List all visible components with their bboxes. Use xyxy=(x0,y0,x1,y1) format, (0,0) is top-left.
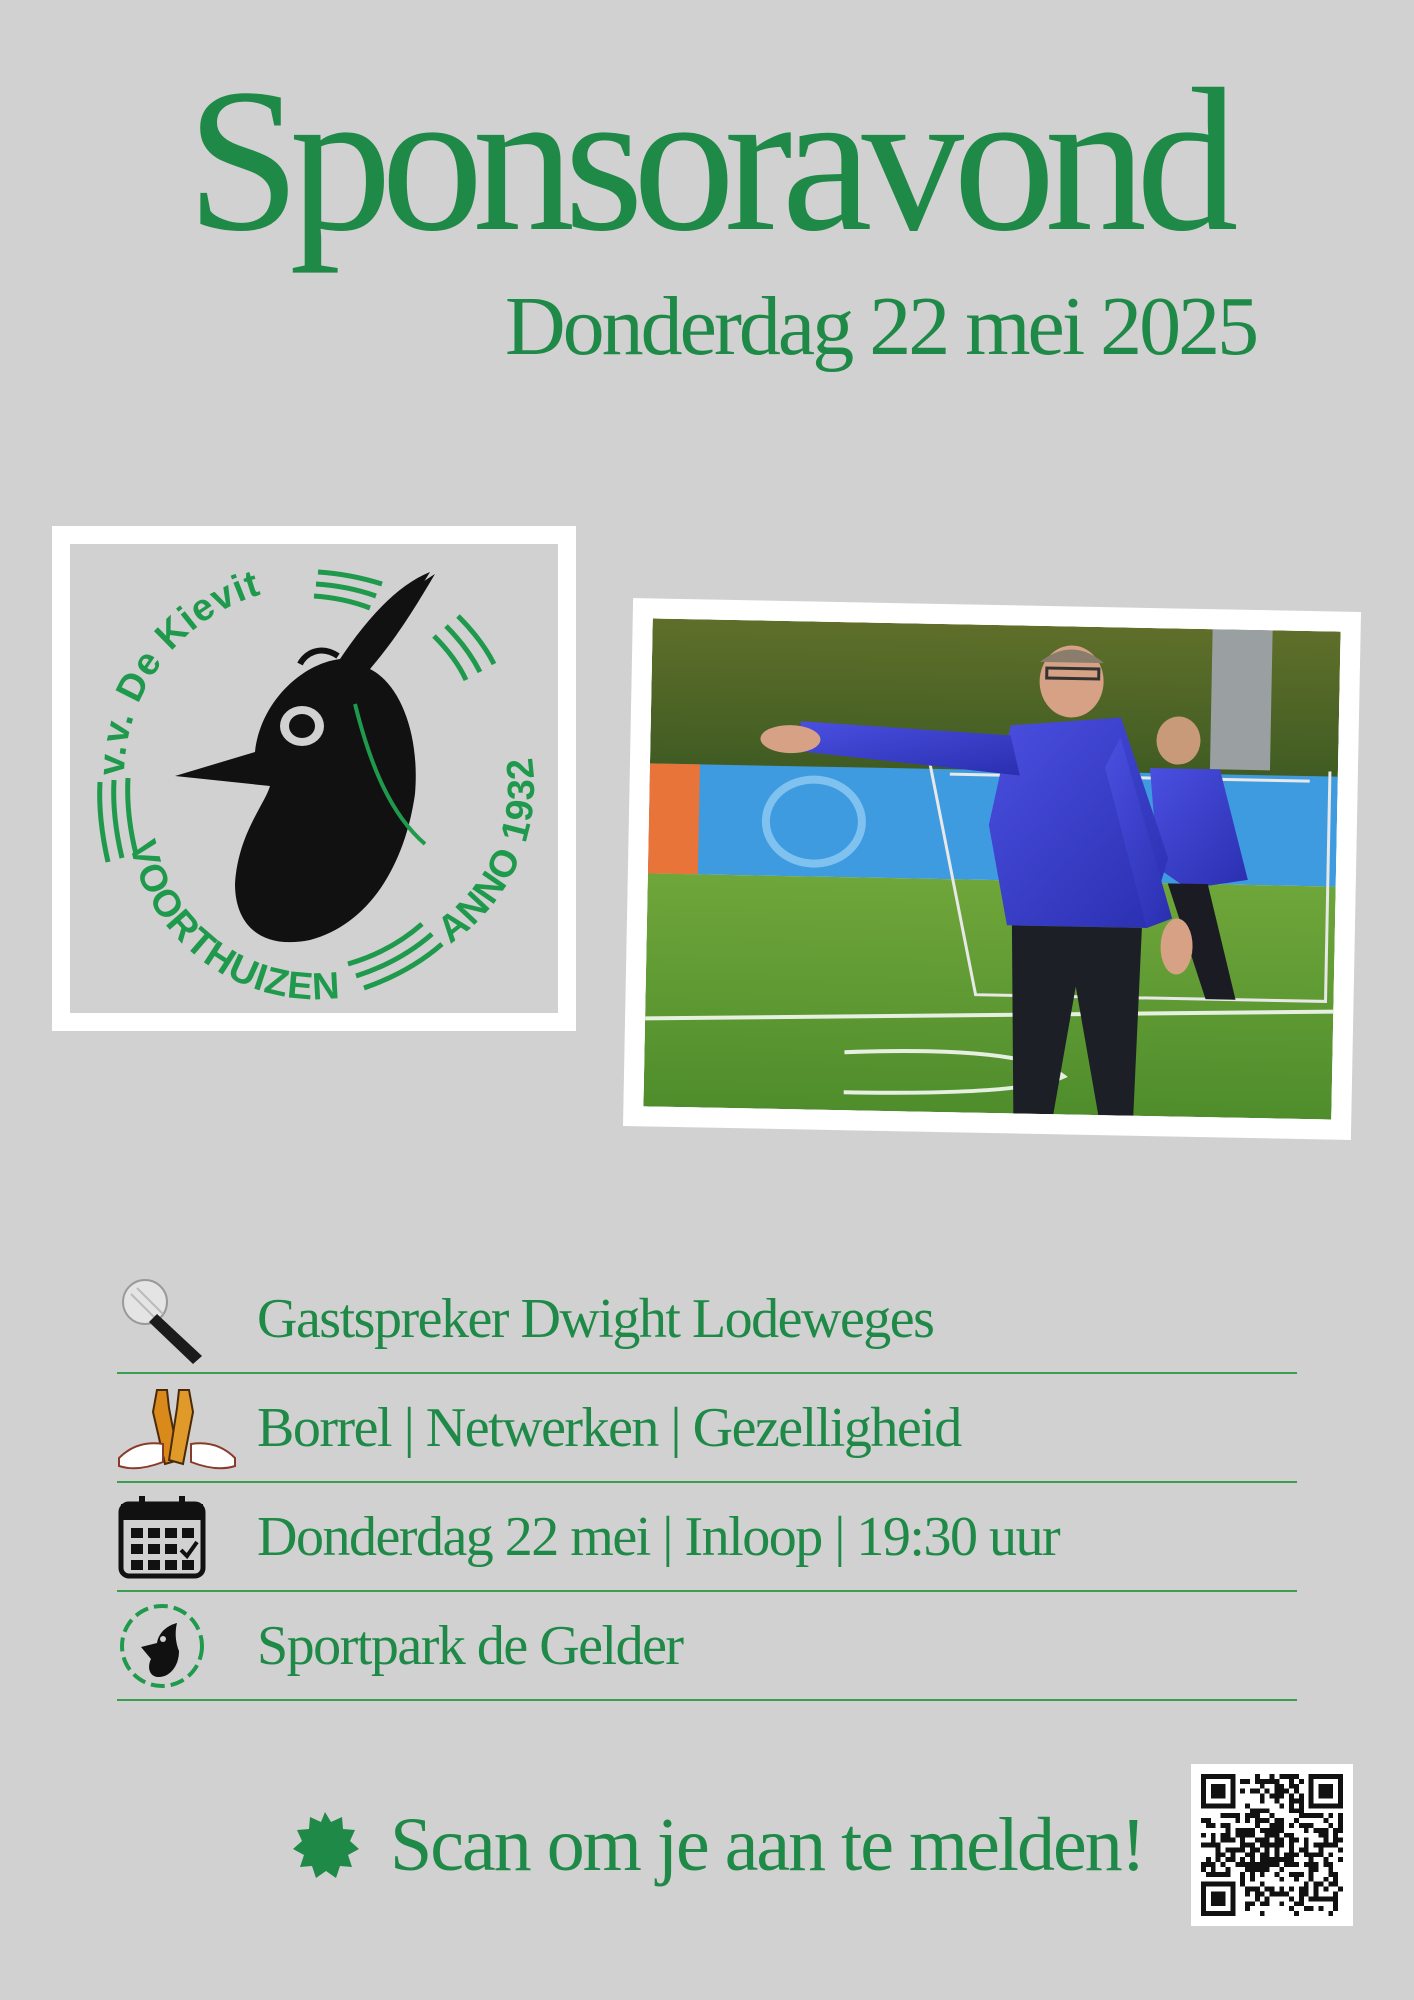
club-logo-card xyxy=(52,526,576,1031)
beer-toast-icon xyxy=(117,1378,257,1478)
detail-text: Borrel | Netwerken | Gezelligheid xyxy=(257,1396,961,1459)
detail-row-datetime xyxy=(117,1483,1297,1592)
detail-text: Sportpark de Gelder xyxy=(257,1614,683,1677)
poster-title: Sponsoravond xyxy=(186,47,1228,274)
logo-top-text: v.v. De Kievit xyxy=(90,562,265,777)
logo-side-text: ANNO 1932 xyxy=(429,755,544,952)
svg-text:v.v. De Kieviten xyxy=(70,544,265,777)
signup-qr-code[interactable] xyxy=(1191,1764,1353,1926)
speaker-photo-card xyxy=(623,598,1361,1140)
detail-row-speaker xyxy=(117,1265,1297,1374)
badge-icon xyxy=(290,1810,360,1880)
qr-code-icon xyxy=(1201,1774,1343,1916)
microphone-icon xyxy=(117,1269,257,1369)
club-logo-icon xyxy=(117,1596,257,1696)
svg-text:ANNO 1932 xyxy=(430,755,543,951)
signup-cta xyxy=(290,1800,1144,1890)
club-logo xyxy=(70,544,558,1013)
detail-row-location xyxy=(117,1592,1297,1701)
coach-photo-image xyxy=(643,618,1340,1119)
logo-bottom-text: VOORTHUIZEN xyxy=(120,835,342,1009)
event-date-subtitle: Donderdag 22 mei 2025 xyxy=(505,280,1257,373)
cta-text: Scan om je aan te melden! xyxy=(390,1802,1145,1887)
event-details-list xyxy=(117,1265,1297,1701)
detail-text: Gastspreker Dwight Lodeweges xyxy=(257,1287,934,1350)
speaker-photo xyxy=(643,618,1340,1119)
detail-row-drinks xyxy=(117,1374,1297,1483)
calendar-icon xyxy=(117,1487,257,1587)
lapwing-logo-icon xyxy=(70,544,558,1013)
detail-text: Donderdag 22 mei | Inloop | 19:30 uur xyxy=(257,1505,1060,1568)
